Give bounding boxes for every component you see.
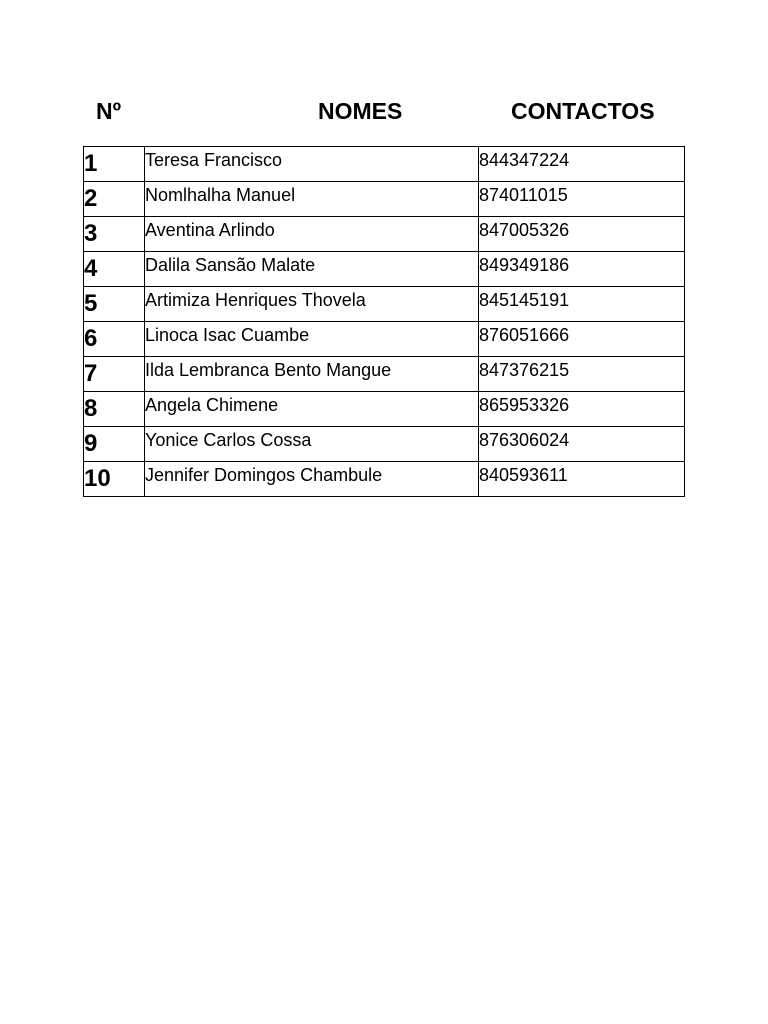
row-number: 7 (84, 357, 145, 392)
table-row (84, 182, 685, 217)
row-name: Artimiza Henriques Thovela (145, 287, 479, 322)
row-number: 10 (84, 462, 145, 497)
row-phone: 847005326 (479, 217, 685, 252)
table-row (84, 322, 685, 357)
row-phone: 844347224 (479, 147, 685, 182)
row-phone: 876051666 (479, 322, 685, 357)
row-number: 8 (84, 392, 145, 427)
column-header-contacts: CONTACTOS (511, 98, 655, 124)
row-number: 3 (84, 217, 145, 252)
row-phone: 845145191 (479, 287, 685, 322)
row-name: Angela Chimene (145, 392, 479, 427)
row-name: Linoca Isac Cuambe (145, 322, 479, 357)
row-name: Aventina Arlindo (145, 217, 479, 252)
table-row (84, 357, 685, 392)
row-phone: 840593611 (479, 462, 685, 497)
row-name: Ilda Lembranca Bento Mangue (145, 357, 479, 392)
row-phone: 876306024 (479, 427, 685, 462)
row-number: 5 (84, 287, 145, 322)
row-name: Jennifer Domingos Chambule (145, 462, 479, 497)
table-row (84, 392, 685, 427)
row-number: 6 (84, 322, 145, 357)
row-phone: 874011015 (479, 182, 685, 217)
column-header-names: NOMES (318, 98, 403, 124)
row-phone: 865953326 (479, 392, 685, 427)
table-row (84, 217, 685, 252)
contacts-table (83, 146, 685, 497)
table-row (84, 462, 685, 497)
row-name: Nomlhalha Manuel (145, 182, 479, 217)
table-row (84, 147, 685, 182)
row-name: Yonice Carlos Cossa (145, 427, 479, 462)
row-number: 2 (84, 182, 145, 217)
row-phone: 847376215 (479, 357, 685, 392)
table-row (84, 252, 685, 287)
row-number: 9 (84, 427, 145, 462)
row-name: Teresa Francisco (145, 147, 479, 182)
table-row (84, 287, 685, 322)
row-name: Dalila Sansão Malate (145, 252, 479, 287)
row-number: 4 (84, 252, 145, 287)
row-number: 1 (84, 147, 145, 182)
table-row (84, 427, 685, 462)
row-phone: 849349186 (479, 252, 685, 287)
column-header-number: Nº (96, 98, 122, 124)
